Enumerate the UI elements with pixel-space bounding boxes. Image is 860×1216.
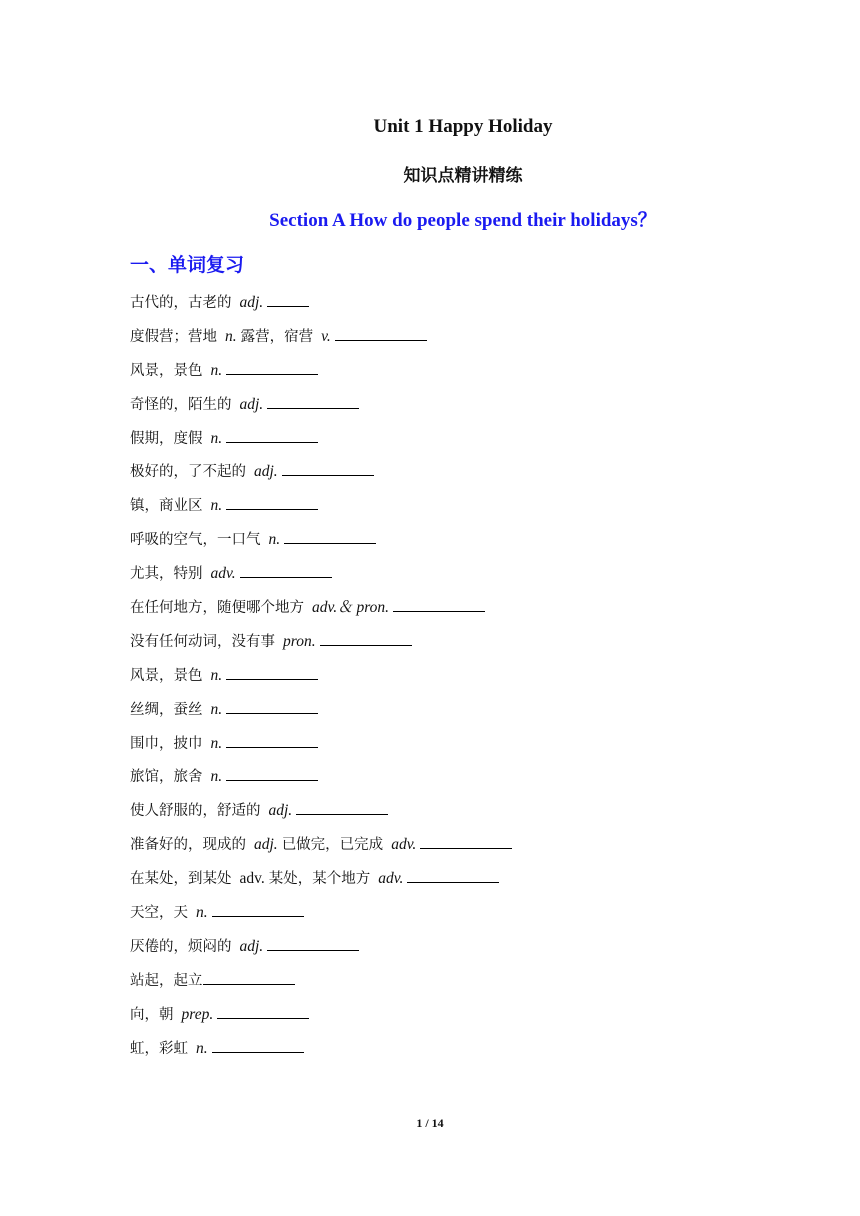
section-heading: 一、单词复习 [130,254,245,276]
vocab-chinese: 旅馆，旅舍 [130,769,203,786]
vocab-part-of-speech-secondary: adv. [378,870,404,888]
vocab-item [130,493,512,527]
vocab-chinese-secondary: 已做完，已完成 [281,837,384,854]
answer-blank[interactable] [226,663,318,680]
answer-blank[interactable] [267,392,359,409]
vocab-part-of-speech: adj. [254,463,278,481]
answer-blank[interactable] [226,764,318,781]
vocab-part-of-speech: pron. [283,632,316,650]
vocab-part-of-speech-secondary: v. [321,327,331,345]
vocab-part-of-speech: n. [210,497,223,515]
answer-blank[interactable] [393,595,485,612]
answer-blank[interactable] [226,358,318,375]
answer-blank[interactable] [320,629,412,646]
answer-blank[interactable] [226,426,318,443]
vocab-part-of-speech: n. [268,531,281,549]
vocab-part-of-speech: prep. [181,1005,214,1023]
vocab-chinese: 在任何地方，随便哪个地方 [130,600,304,617]
vocab-part-of-speech-secondary: adv. [391,836,417,854]
vocab-item [130,595,512,629]
vocab-part-of-speech: adj. [239,294,264,311]
vocab-chinese: 度假营；营地 [130,328,217,345]
vocab-part-of-speech: adj. [239,395,264,413]
vocab-part-of-speech: n. [210,768,223,786]
vocab-chinese-secondary: 某处，某个地方 [268,871,371,888]
vocab-item [130,358,512,392]
vocab-item [130,663,512,697]
vocab-chinese: 站起，起立 [130,972,203,989]
answer-blank[interactable] [212,1036,304,1053]
vocab-item [130,527,512,561]
answer-blank[interactable] [407,866,499,883]
vocab-item [130,629,512,663]
vocab-item [130,561,512,595]
vocab-item [130,426,512,460]
vocab-item [130,968,512,1002]
vocab-part-of-speech: adj. [239,937,264,955]
vocab-item [130,324,512,358]
vocab-part-of-speech: adv. [239,870,265,888]
vocab-item [130,934,512,968]
vocab-chinese: 围巾，披巾 [130,735,203,752]
vocab-chinese: 风景，景色 [130,667,203,684]
answer-blank[interactable] [226,493,318,510]
vocab-chinese: 在某处，到某处 [130,871,232,888]
vocab-chinese: 呼吸的空气，一口气 [130,532,261,549]
vocab-chinese: 镇，商业区 [130,498,203,515]
vocab-item [130,798,512,832]
vocab-chinese: 准备好的，现成的 [130,837,246,854]
vocab-chinese: 向，朝 [130,1006,174,1023]
answer-blank[interactable] [267,290,309,307]
vocab-part-of-speech: adj. [254,836,278,854]
vocab-part-of-speech: n. [210,429,223,447]
vocab-chinese: 使人舒服的，舒适的 [130,803,261,820]
vocab-item [130,731,512,765]
vocab-part-of-speech: n. [196,904,208,922]
answer-blank[interactable] [335,324,427,341]
vocab-part-of-speech: n. [210,700,223,718]
vocab-chinese-secondary: 露营，宿营 [240,328,314,345]
answer-blank[interactable] [226,731,318,748]
vocab-part-of-speech: n. [210,666,223,684]
vocab-part-of-speech: adv.＆ pron. [312,599,390,617]
vocab-chinese: 虹，彩虹 [130,1040,188,1057]
vocab-item [130,832,512,866]
answer-blank[interactable] [203,968,295,985]
answer-blank[interactable] [282,459,374,476]
unit-title: Unit 1 Happy Holiday [373,116,553,137]
answer-blank[interactable] [240,561,332,578]
vocab-item [130,459,512,493]
vocab-chinese: 丝绸，蚕丝 [130,701,203,718]
vocab-chinese: 尤其，特别 [130,566,203,583]
page-number: 1 / 14 [416,1116,444,1130]
vocab-chinese: 古代的，古老的 [130,295,232,311]
vocab-part-of-speech: n. [210,361,223,379]
vocab-part-of-speech: adv. [210,565,236,583]
answer-blank[interactable] [212,900,304,917]
vocab-chinese: 天空，天 [130,905,188,922]
vocab-chinese: 假期，度假 [130,430,203,447]
answer-blank[interactable] [420,832,512,849]
answer-blank[interactable] [217,1002,309,1019]
vocab-part-of-speech: n. [210,734,223,752]
vocab-item [130,900,512,934]
vocab-item [130,1036,512,1070]
answer-blank[interactable] [226,697,318,714]
vocab-chinese: 厌倦的，烦闷的 [130,938,232,955]
vocab-chinese: 奇怪的，陌生的 [130,396,232,413]
vocab-item [130,697,512,731]
vocab-item [130,1002,512,1036]
answer-blank[interactable] [296,798,388,815]
vocab-item [130,764,512,798]
vocab-part-of-speech: n. [225,327,237,345]
answer-blank[interactable] [267,934,359,951]
vocab-part-of-speech: n. [196,1039,208,1057]
section-title: Section A How do people spend their holidays？ [269,210,657,231]
vocab-item [130,290,512,324]
subtitle: 知识点精讲精练 [403,166,523,186]
vocab-item [130,392,512,426]
vocab-part-of-speech: adj. [268,802,293,820]
vocab-chinese: 风景，景色 [130,362,203,379]
vocab-chinese: 没有任何动词，没有事 [130,633,275,650]
answer-blank[interactable] [284,527,376,544]
vocab-item [130,866,512,900]
vocab-list [130,290,512,1069]
vocab-chinese: 极好的，了不起的 [130,464,246,481]
